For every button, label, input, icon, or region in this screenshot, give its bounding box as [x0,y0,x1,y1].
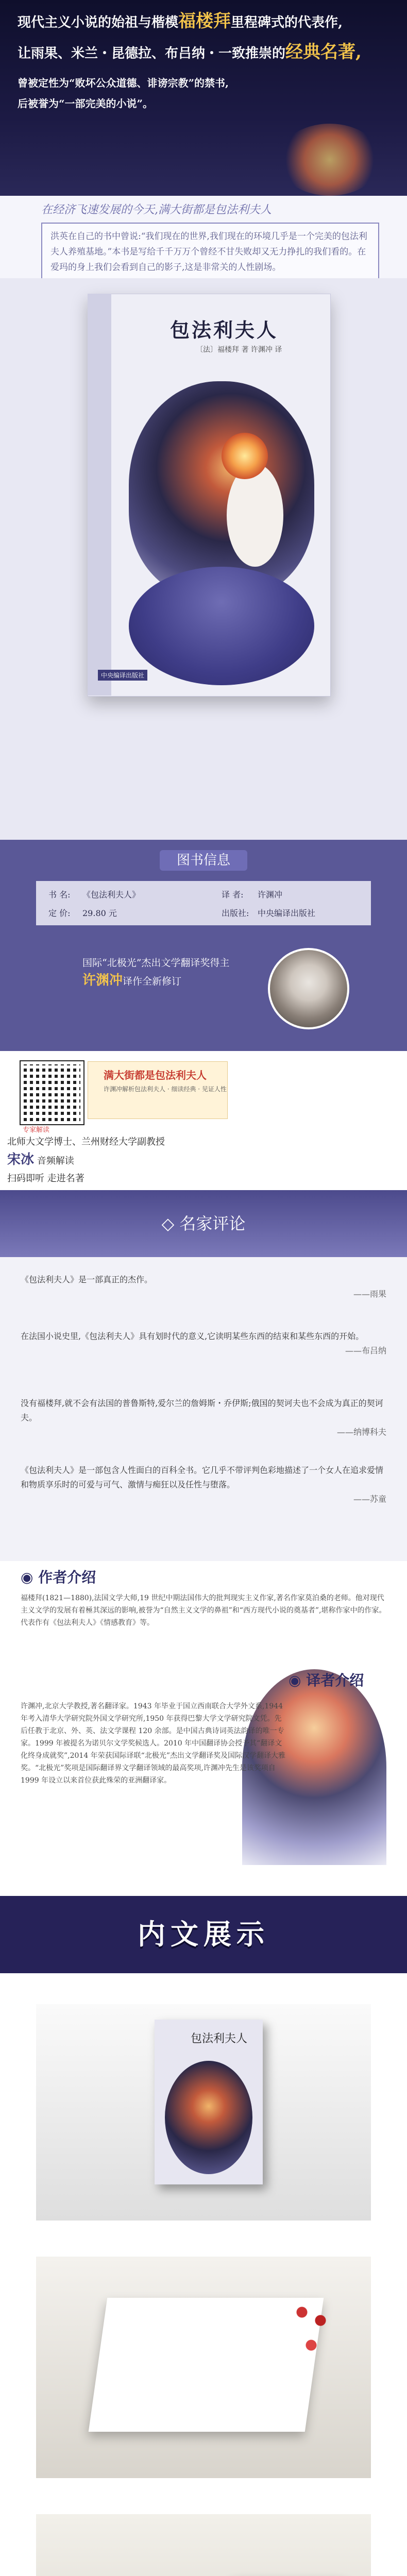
showcase-photo-open-book [36,2257,371,2478]
translator-intro-title: ◉ 译者介绍 [289,1672,364,1689]
audio-credit [7,1133,165,1188]
cover-illustration-dress [129,567,314,685]
info-label-translator: 译 者: [222,890,244,900]
book-info-title: 图书信息 [160,850,247,871]
info-value-translator: 许渊冲 [258,890,283,900]
hero-line-4: 后被誉为“一部完美的小说”。 [18,97,154,110]
info-value-title: 《包法利夫人》 [82,890,141,900]
book-info-table-section [0,881,407,933]
qr-code-icon[interactable] [21,1061,83,1124]
review-source: ——纳博科夫 [336,1427,386,1437]
translator-award: 国际“北极光”杰出文学翻译奖得主 [82,957,230,969]
author-text: 福楼拜(1821—1880),法国文学大师,19 世纪中期法国伟大的批判现实主义作家,著名作家莫泊桑的老师。他对现代主义文学的发展有着極其深远的影响,被誉为“自然主义文学的鼻祖”和“西方现代小说的奠基者”,堪称作家中的作家。代表作有《包法利夫人》《情感教育》等。 [21,1594,386,1627]
review-item [21,1396,386,1439]
hero-line-1: 现代主义小说的始祖与楷模福楼拜里程碑式的代表作, [18,11,343,31]
circle-bullet-icon: ◉ [21,1569,39,1586]
review-source: ——雨果 [353,1289,386,1299]
hero-line-2: 让雨果、米兰・昆德拉、布吕纳・一致推崇的经典名著, [18,42,362,62]
review-text: 《包法利夫人》是一部真正的杰作。 [21,1275,153,1284]
review-text: 在法国小说史里,《包法利夫人》具有划时代的意义,它读明某些东西的结束和某些东西的开始。 [21,1331,364,1341]
showcase-photo-book [36,2004,371,2221]
book-info-header [0,840,407,881]
qr-label: 专家解读 [23,1126,50,1134]
cover-illustration-face [227,464,283,567]
review-item [21,1463,386,1506]
review-item [21,1273,386,1301]
credit-line-1: 北师大文学博士、兰州财经大学副教授 [7,1137,165,1147]
publisher-mark: 中央编译出版社 [98,670,147,681]
audio-card-title: 满大街都是包法利夫人 [104,1069,207,1081]
circle-bullet-icon: ◉ [289,1672,307,1689]
review-source: ——布吕纳 [345,1346,386,1355]
reviews-section [0,1190,407,1561]
cover-author: 〔法〕福楼拜 著 许渊冲 译 [196,346,282,354]
reviews-title: ◇ 名家评论 [161,1214,246,1233]
credit-name: 宋冰 [7,1152,35,1167]
translator-text [82,954,229,990]
book-info-table [36,881,371,925]
cover-flower-icon [222,433,268,479]
credit-line-3: 扫码即听 走进名著 [7,1173,84,1184]
cover-title: 包法利夫人 [170,318,279,342]
audio-card[interactable] [88,1061,228,1119]
info-value-price: 29.80 元 [82,908,117,918]
intro-banner: 在经济飞速发展的今天,满大街都是包法利夫人 [41,204,272,216]
translator-photo [268,948,349,1029]
review-item [21,1329,386,1358]
translator-name: 许渊冲 [82,973,123,988]
showcase-title: 内文展示 [138,1918,269,1951]
berries-decoration [283,2287,345,2370]
translator-intro-section [0,1664,407,1865]
book-spine [88,294,111,696]
review-text: 没有福楼拜,就不会有法国的普鲁斯特,爱尔兰的詹姆斯・乔伊斯;俄国的契诃夫也不会成为真正的契诃夫。 [21,1398,383,1422]
book-cover-section [0,278,407,840]
review-source: ——苏童 [353,1494,386,1504]
info-label-title: 书 名: [48,890,71,900]
diamond-icon: ◇ [161,1214,180,1233]
content-showcase [0,1865,407,2576]
info-value-publisher: 中央编译出版社 [258,908,316,918]
mini-book-art [165,2061,252,2174]
info-label-price: 定 价: [48,908,71,918]
credit-line-2: 音频解读 [37,1156,74,1166]
cover-illustration [129,381,314,598]
showcase-photo-text-page [36,2514,371,2576]
translator-intro-text: 许渊冲,北京大学教授,著名翻译家。1943 年毕业于国立西南联合大学外文系,1944 年考入清华大学研究院外国文学研究所,1950 年获得巴黎大学文学研究院文凭。先后任教于北京、外、英、法文学课程 120 余部。是中国古典诗词英法韵译的唯一专家。1999 年被提名为诺贝尔文学奖候选人。2010 年中国翻译协会授予其“翻译文化终身成就奖”,2014 年荣获国际译联“北极光”杰出文学翻译奖及国际汉学翻译大雅奖。“北极光”奖项是国际翻译界文学翻译领域的最高奖项,许渊冲先生是该奖项自 1999 年设立以来首位获此殊荣的亚洲翻译家。 [21,1702,285,1785]
hero-banner [0,0,407,196]
audio-qr-section [0,1051,407,1190]
intro-section [0,196,407,278]
hero-line-3: 曾被定性为“败坏公众道德、诽谤宗教”的禁书, [18,77,229,89]
translator-highlight [0,933,407,1051]
author-section [0,1561,407,1664]
review-text: 《包法利夫人》是一部包含人性面白的百科全书。它几乎不带评判色彩地描述了一个女人在追求爱情和物质享乐时的可爱与可气、激情与痴狂以及任性与堕落。 [21,1465,384,1489]
flower-decoration [278,124,381,196]
audio-card-subtitle: 许渊冲解析包法利夫人 · 细读经典 · 见证人性 [104,1086,227,1093]
author-title: ◉ 作者介绍 [21,1569,96,1586]
translator-edition: 译作全新修订 [123,976,182,987]
mini-book-title: 包法利夫人 [191,2032,248,2045]
info-label-publisher: 出版社: [222,908,249,918]
intro-quote-box: 洪英在自己的书中曾说:“我们现在的世界,我们现在的环境几乎是一个完美的包法利夫人养殖基地。”本书是写给千千万万个曾经不甘失败却又无力挣扎的我们看的。在爱玛的身上我们会看到自己的影子,这是非常关的人性剧场。 [41,223,379,278]
